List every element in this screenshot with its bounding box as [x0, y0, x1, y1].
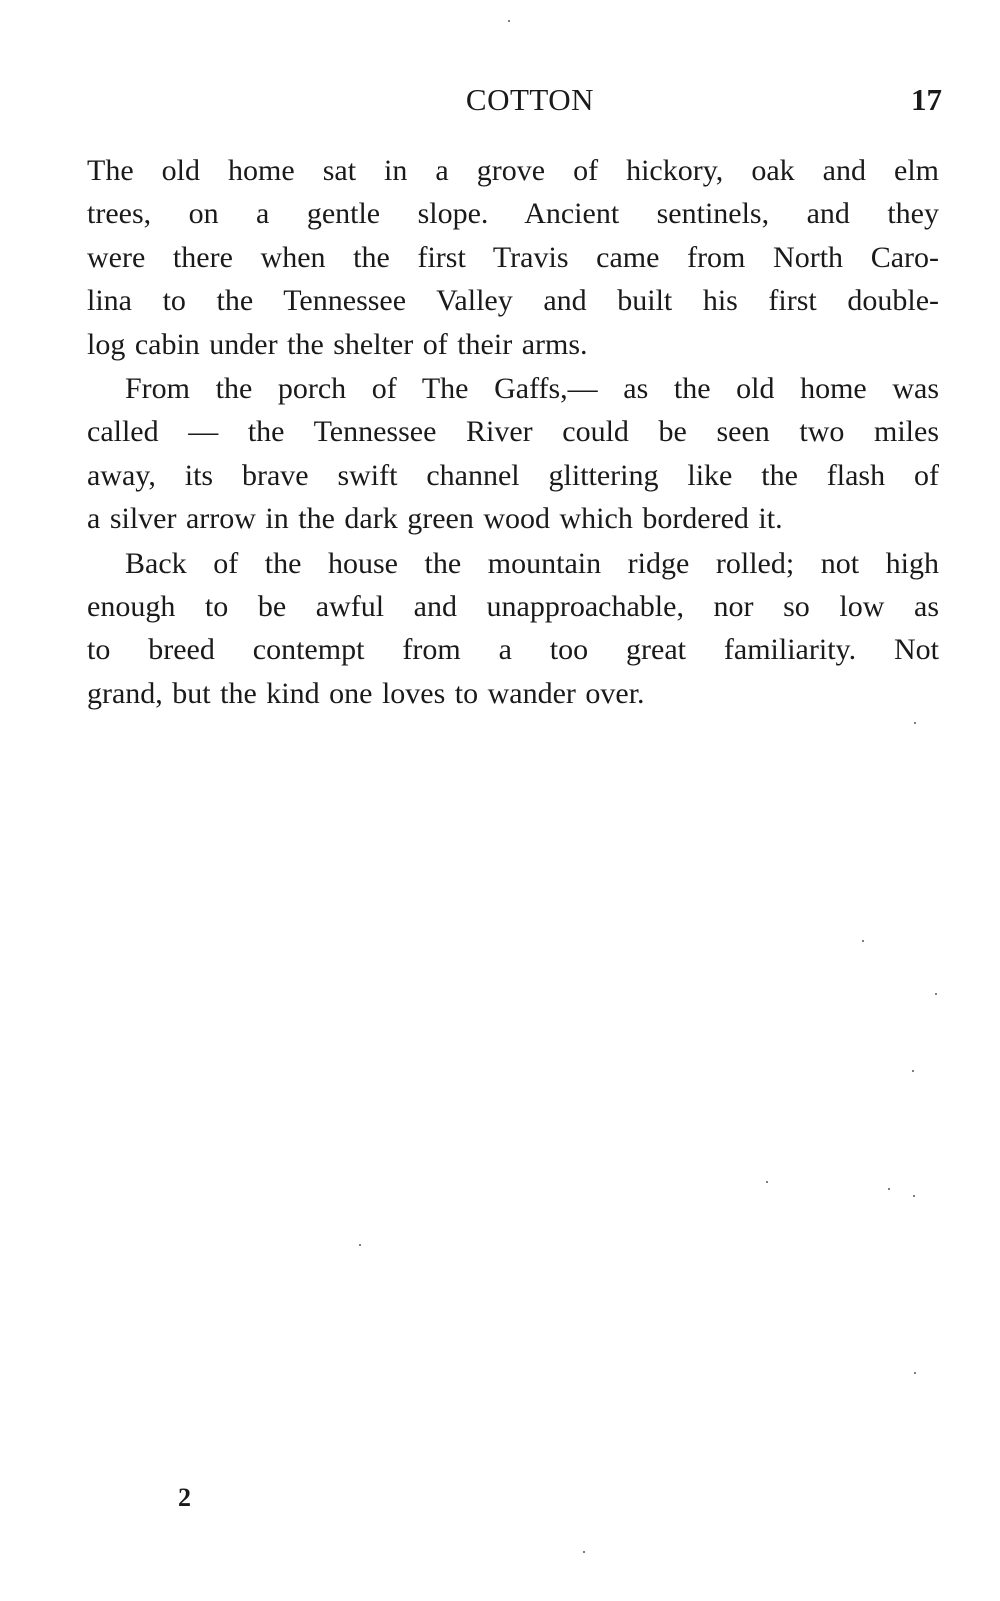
signature-mark: 2 [178, 1483, 191, 1512]
text-line: away, its brave swift channel glittering like the flash of [87, 458, 939, 492]
text-line: to breed contempt from a too great familiarity. Not [87, 633, 939, 667]
print-speck [508, 20, 510, 22]
print-speck [766, 1181, 768, 1183]
print-speck [914, 722, 916, 724]
text-line: called — the Tennessee River could be seen two miles [87, 415, 939, 449]
text-line: grand, but the kind one loves to wander over. [87, 676, 645, 710]
body-text [87, 149, 939, 716]
print-speck [912, 1070, 914, 1072]
text-line: From the porch of The Gaffs,— as the old home was [125, 372, 939, 406]
print-speck [935, 993, 937, 995]
text-line: log cabin under the shelter of their arms. [87, 327, 588, 361]
paragraph-3 [87, 542, 939, 716]
print-speck [913, 1195, 915, 1197]
paragraph-1 [87, 149, 939, 366]
page-number: 17 [911, 82, 942, 117]
print-speck [359, 1244, 361, 1246]
print-speck [583, 1551, 585, 1553]
text-line: a silver arrow in the dark green wood which bordered it. [87, 502, 783, 536]
running-title: COTTON [465, 82, 595, 117]
text-line: Back of the house the mountain ridge rolled; not high [125, 546, 939, 580]
print-speck [888, 1188, 890, 1190]
print-speck [914, 1372, 916, 1374]
text-line: were there when the first Travis came from North Caro- [87, 240, 939, 274]
text-line: The old home sat in a grove of hickory, oak and elm [87, 154, 939, 187]
text-line: lina to the Tennessee Valley and built his first double- [87, 284, 939, 318]
text-line: trees, on a gentle slope. Ancient sentinels, and they [87, 197, 939, 231]
paragraph-2 [87, 367, 939, 541]
text-line: enough to be awful and unapproachable, nor so low as [87, 590, 939, 624]
print-speck [862, 940, 864, 942]
